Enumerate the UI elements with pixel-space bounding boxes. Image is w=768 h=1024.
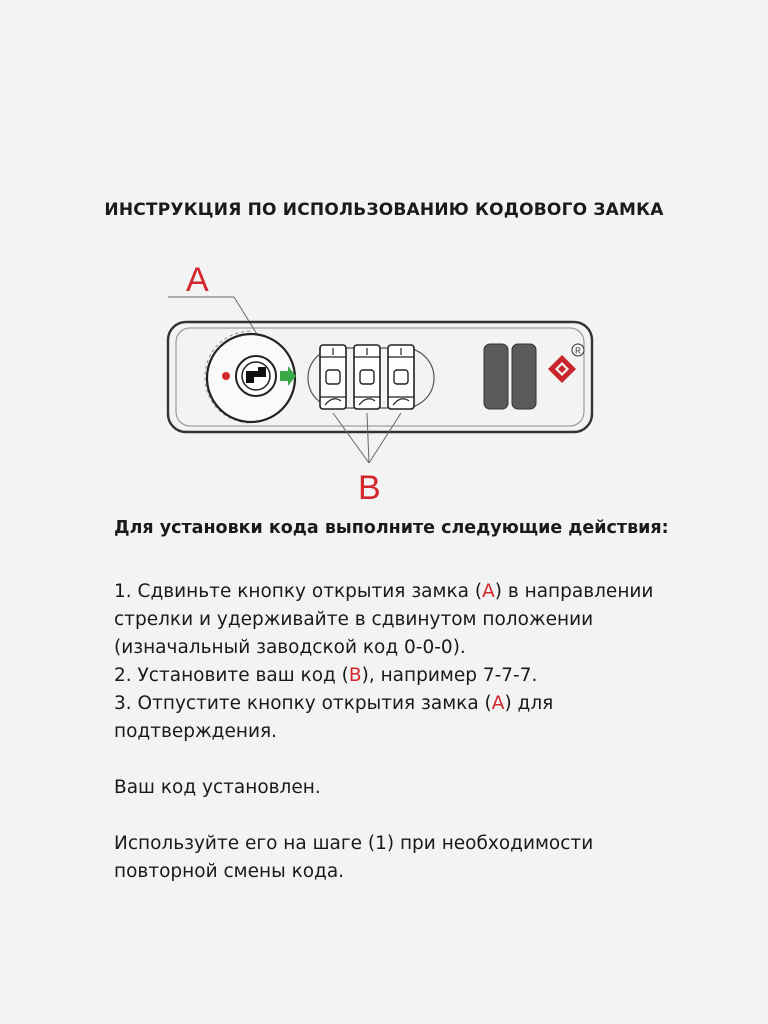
page-title: ИНСТРУКЦИЯ ПО ИСПОЛЬЗОВАНИЮ КОДОВОГО ЗАМКА	[104, 200, 664, 220]
step-1-mark: А	[482, 581, 495, 602]
steps-list	[114, 578, 674, 746]
label-b: B	[358, 469, 381, 507]
leader-line-b1	[333, 413, 369, 463]
red-dot-indicator	[222, 372, 230, 380]
leader-line-b3	[369, 413, 401, 463]
step-2-mark: В	[348, 665, 362, 686]
step-2: 2. Установите ваш код (В), например 7-7-7.	[114, 665, 538, 686]
leader-line-a	[168, 297, 260, 339]
instructions-heading: Для установки кода выполните следующие действия:	[114, 518, 669, 538]
step-3: 3. Отпустите кнопку открытия замка (А) для подтверждения.	[114, 693, 554, 742]
grip-pad-left	[484, 344, 508, 409]
tsa-logo-icon	[548, 355, 576, 383]
reuse-note: Используйте его на шаге (1) при необходимости повторной смены кода.	[114, 833, 594, 882]
grip-pad-right	[512, 344, 536, 409]
leader-line-b2	[367, 413, 369, 463]
step-1: 1. Сдвиньте кнопку открытия замка (А) в направлении стрелки и удерживайте в сдвинутом положении (изначальный заводской код 0-0-0).	[114, 581, 654, 658]
lock-diagram	[150, 255, 610, 515]
code-wheel-2	[354, 345, 380, 409]
code-wheel-1	[320, 345, 346, 409]
code-wheel-3	[388, 345, 414, 409]
code-set-message: Ваш код установлен.	[114, 777, 321, 798]
step-3-mark: А	[491, 693, 505, 714]
trademark-symbol: R	[575, 346, 581, 356]
label-a: A	[186, 261, 209, 299]
